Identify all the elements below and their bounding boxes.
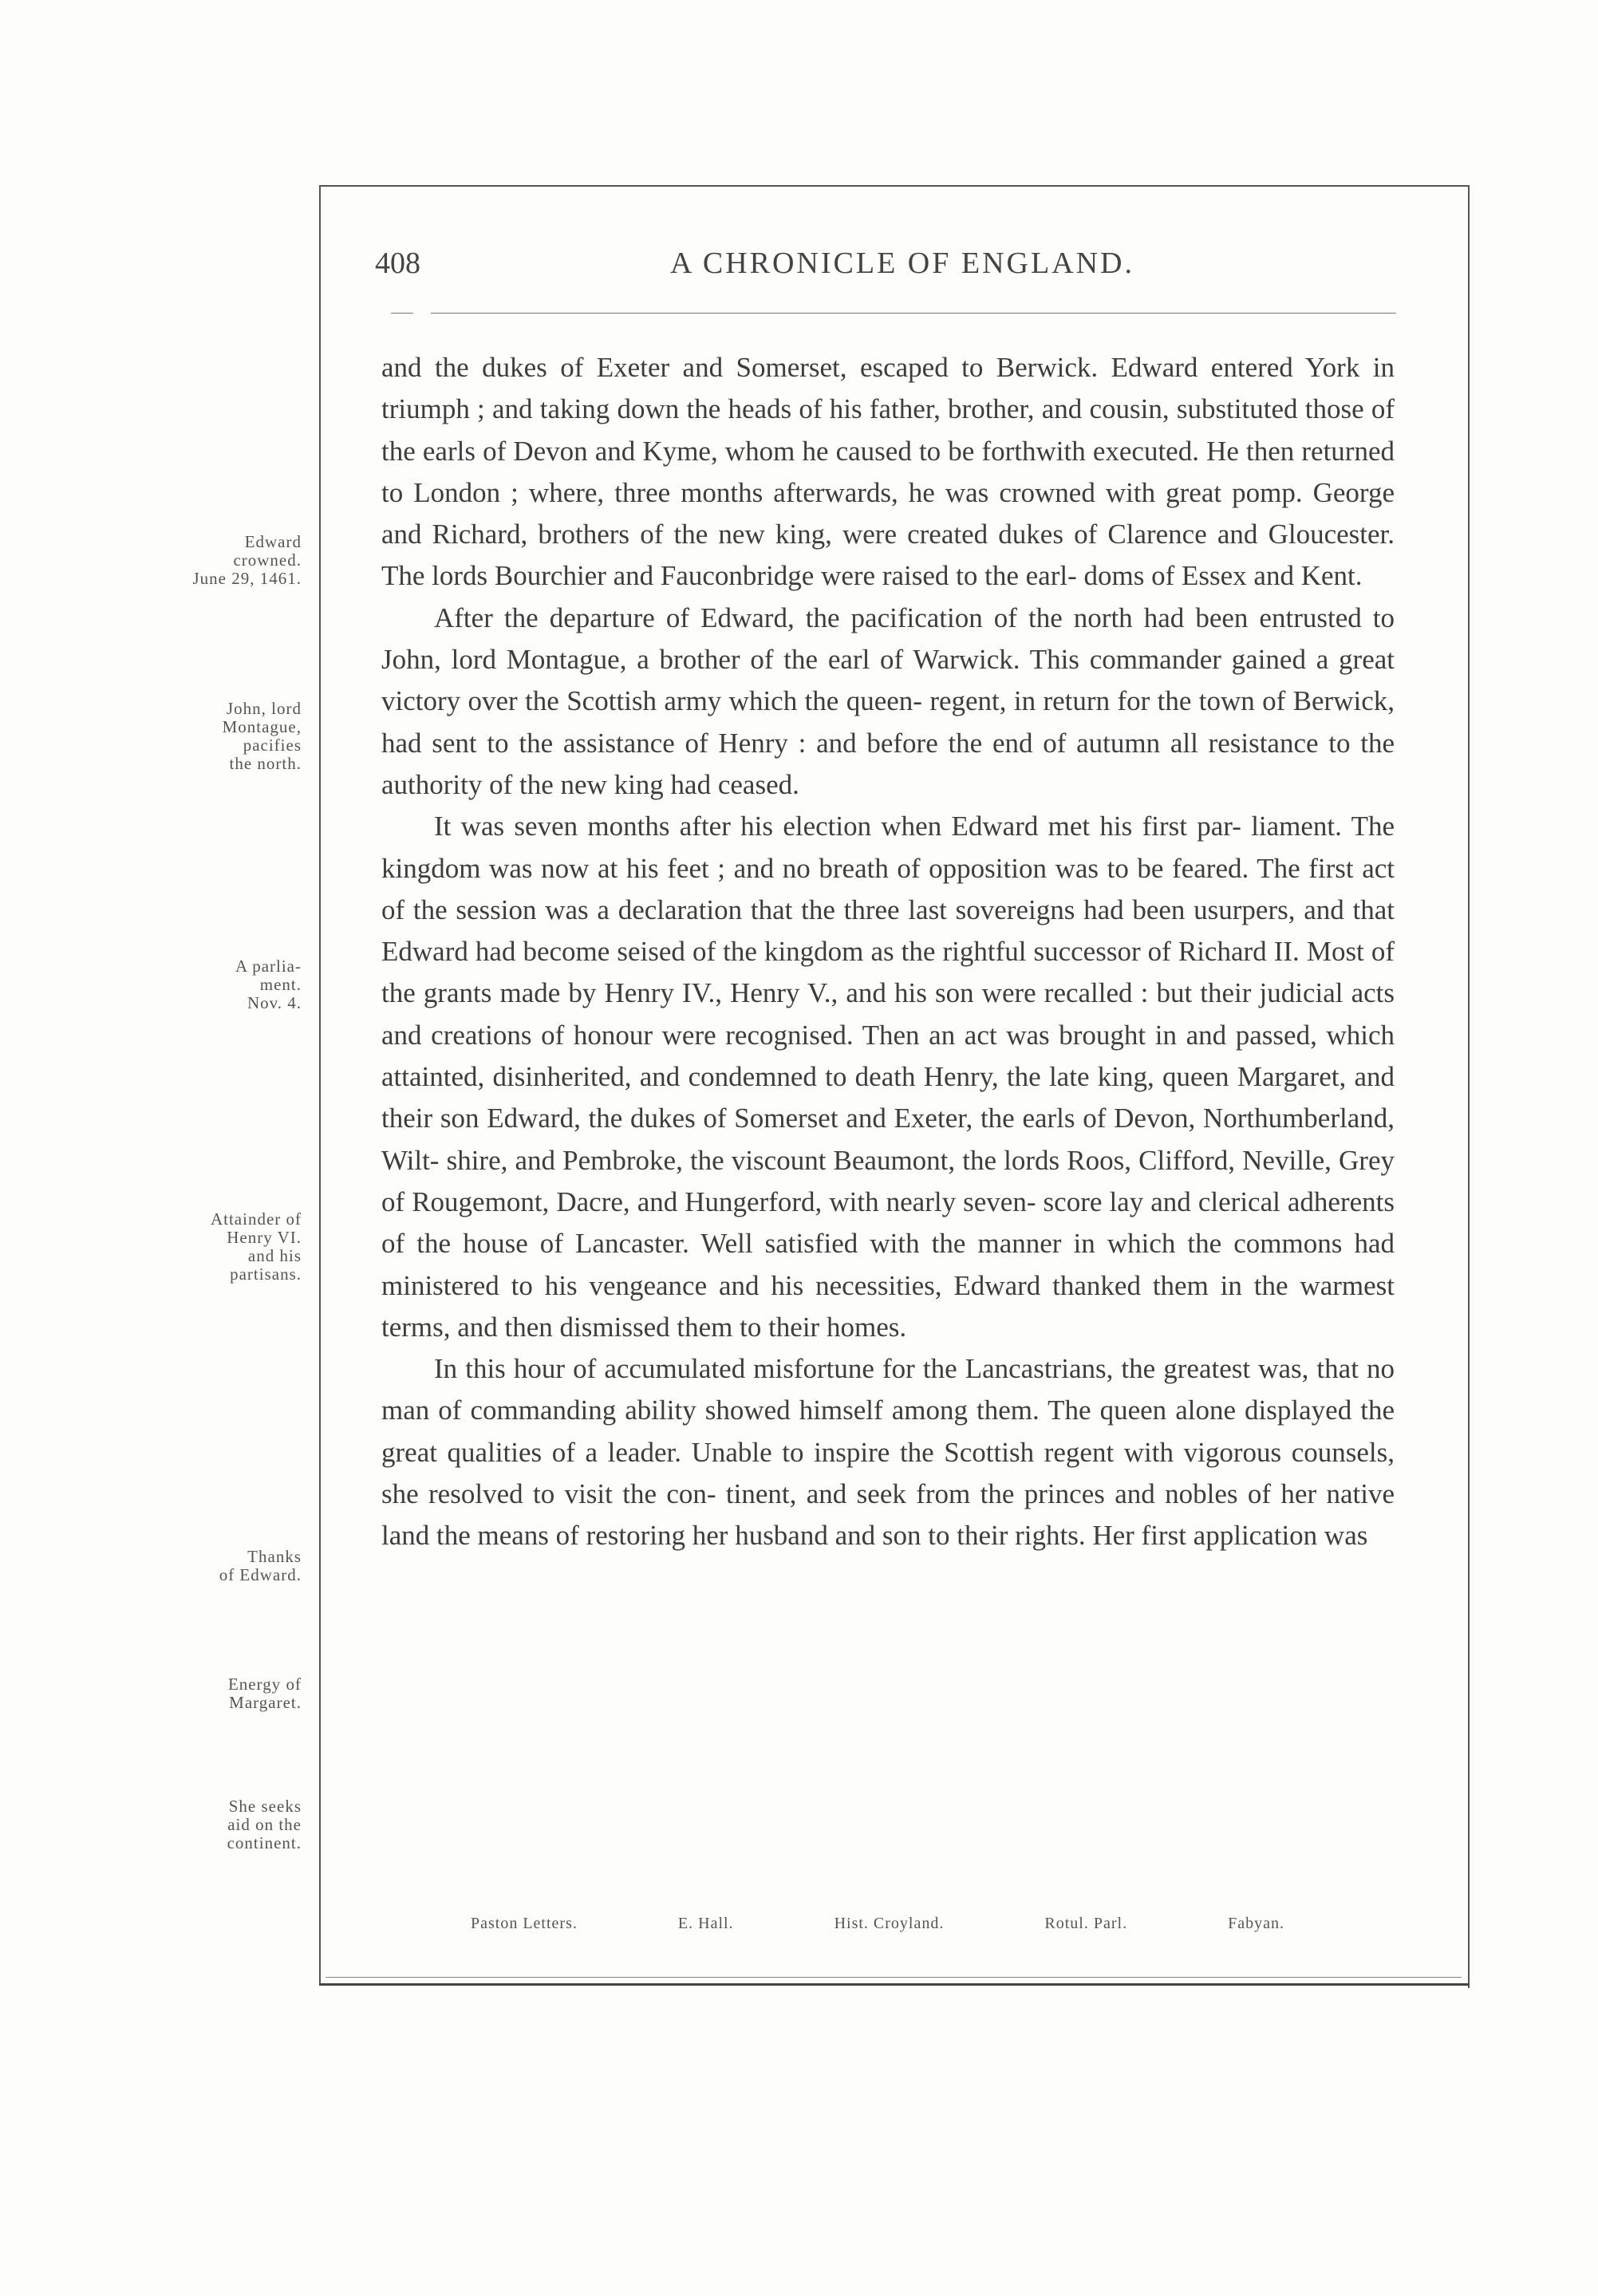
paragraph: It was seven months after his election when Edward met his first par- liament. The kingdom was now at his feet ; and no breath of opposition was to be feared. The first act of the session was a declaration that the three last sovereigns had been usurpers, and that Edward had become seised of the kingdom as the rightful successor of Richard II. Most of the grants made by Henry IV., Henry V., and his son were recalled : but their judicial acts and creations of honour were recognised. Then an act was brought in and passed, which attainted, disinherited, and condemned to death Henry, the late king, queen Margaret, and their son Edward, the dukes of Somerset and Exeter, the earls of Devon, Northumberland, Wilt- shire, and Pembroke, the viscount Beaumont, the lords Roos, Clifford, Neville, Grey of Rougemont, Dacre, and Hungerford, with nearly seven- score lay and clerical adherents of the house of Lancaster. Well satisfied with the manner in which the commons had ministered to his vengeance and his necessities, Edward thanked them in the warmest terms, and then dismissed them to their homes. xyxy=(381,811,1395,1343)
margin-note-montague: John, lord Montague, pacifies the north. xyxy=(222,699,302,773)
header-rule xyxy=(431,313,1396,314)
source-reference: Paston Letters. xyxy=(471,1915,578,1932)
margin-note-attainder: Attainder of Henry VI. and his partisans. xyxy=(210,1209,302,1284)
page-frame-right xyxy=(1468,185,1470,1988)
page-frame-bottom xyxy=(319,1983,1470,1986)
margin-note-thanks: Thanks of Edward. xyxy=(219,1547,302,1584)
source-reference: Fabyan. xyxy=(1228,1915,1284,1932)
page-frame-bottom-inner xyxy=(326,1977,1462,1978)
margin-note-parliament: A parlia- ment. Nov. 4. xyxy=(235,957,302,1012)
running-title: A CHRONICLE OF ENGLAND. xyxy=(670,247,1134,280)
source-reference: Rotul. Parl. xyxy=(1044,1915,1128,1932)
margin-note-edward-crowned: Edward crowned. June 29, 1461. xyxy=(192,532,302,588)
source-reference: E. Hall. xyxy=(677,1915,734,1932)
margin-note-aid: She seeks aid on the continent. xyxy=(227,1797,302,1852)
body-text xyxy=(381,347,1395,1557)
page-frame-top xyxy=(319,185,1470,187)
source-references xyxy=(471,1915,1284,1933)
margin-note-energy: Energy of Margaret. xyxy=(227,1675,302,1712)
source-reference: Hist. Croyland. xyxy=(834,1915,945,1932)
header-rule-stub xyxy=(391,313,413,314)
page-number: 408 xyxy=(375,247,420,280)
paragraph: After the departure of Edward, the pacification of the north had been entrusted to John, lord Montague, a brother of the earl of Warwick. This commander gained a great victory over the Scottish army which the queen- regent, in return for the town of Berwick, had sent to the assistance of Henry : and before the end of autumn all resistance to the authority of the new king had ceased. xyxy=(381,602,1395,800)
page-frame-left xyxy=(319,185,321,1985)
paragraph: In this hour of accumulated misfortune for the Lancastrians, the greatest was, that no man of commanding ability showed himself among them. The queen alone displayed the great qualities of a leader. Unable to inspire the Scottish regent with vigorous counsels, she resolved to visit the con- tinent, and seek from the princes and nobles of her native land the means of restoring her husband and son to their rights. Her first application was xyxy=(381,1353,1395,1552)
paragraph: and the dukes of Exeter and Somerset, escaped to Berwick. Edward entered York in triumph ; and taking down the heads of his father, brother, and cousin, substituted those of the earls of Devon and Kyme, whom he caused to be forthwith executed. He then returned to London ; where, three months afterwards, he was crowned with great pomp. George and Richard, brothers of the new king, were created dukes of Clarence and Gloucester. The lords Bourchier and Fauconbridge were raised to the earl- doms of Essex and Kent. xyxy=(381,352,1395,592)
